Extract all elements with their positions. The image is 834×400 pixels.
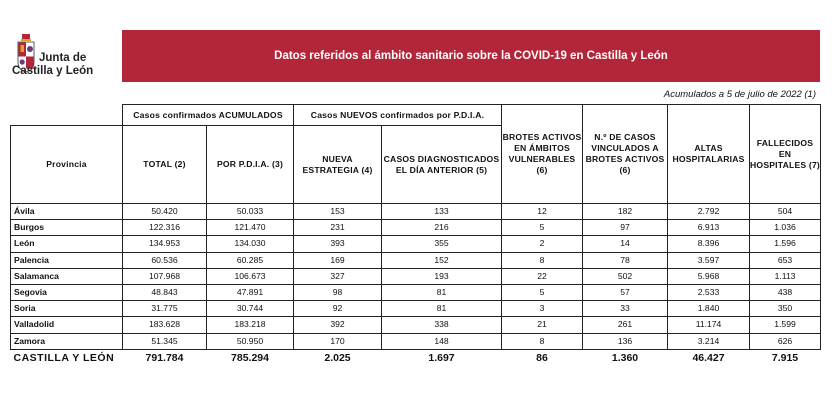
value-cell: 47.891 [207, 284, 294, 300]
value-cell: 2.792 [668, 204, 750, 220]
value-cell: 183.218 [207, 317, 294, 333]
value-cell: 626 [750, 333, 821, 349]
province-cell: Zamora [11, 333, 123, 349]
value-cell: 169 [294, 252, 382, 268]
province-cell: Ávila [11, 204, 123, 220]
province-cell: Burgos [11, 220, 123, 236]
value-cell: 78 [583, 252, 668, 268]
junta-logo [12, 34, 120, 80]
value-cell: 81 [382, 301, 502, 317]
value-cell: 121.470 [207, 220, 294, 236]
value-cell: 5 [502, 220, 583, 236]
title-banner: Datos referidos al ámbito sanitario sobre la COVID-19 en Castilla y León [122, 30, 820, 82]
blank-header-cell [11, 105, 123, 126]
value-cell: 653 [750, 252, 821, 268]
value-cell: 216 [382, 220, 502, 236]
value-cell: 92 [294, 301, 382, 317]
value-cell: 30.744 [207, 301, 294, 317]
header-total: TOTAL (2) [123, 126, 207, 204]
value-cell: 8 [502, 252, 583, 268]
province-cell: León [11, 236, 123, 252]
value-cell: 50.420 [123, 204, 207, 220]
value-cell: 133 [382, 204, 502, 220]
table-row [11, 220, 821, 236]
total-row [11, 349, 821, 367]
total-cell: 7.915 [771, 351, 799, 364]
value-cell: 50.950 [207, 333, 294, 349]
value-cell: 338 [382, 317, 502, 333]
value-cell: 392 [294, 317, 382, 333]
header-fallecidos: FALLECIDOS EN HOSPITALES (7) [750, 105, 821, 204]
value-cell: 8.396 [668, 236, 750, 252]
value-cell: 81 [382, 284, 502, 300]
value-cell: 1.113 [750, 268, 821, 284]
value-cell: 504 [750, 204, 821, 220]
value-cell: 21 [502, 317, 583, 333]
value-cell: 153 [294, 204, 382, 220]
total-cell: 86 [536, 351, 548, 364]
value-cell: 48.843 [123, 284, 207, 300]
value-cell: 183.628 [123, 317, 207, 333]
province-cell: Salamanca [11, 268, 123, 284]
province-cell: Palencia [11, 252, 123, 268]
value-cell: 31.775 [123, 301, 207, 317]
province-cell: Valladolid [11, 317, 123, 333]
value-cell: 1.036 [750, 220, 821, 236]
header-brotes: BROTES ACTIVOS EN ÁMBITOS VULNERABLES (6) [502, 105, 583, 204]
date-note: Acumulados a 5 de julio de 2022 (1) [663, 89, 816, 100]
province-cell: Segovia [11, 284, 123, 300]
header-vinculados: N.º DE CASOS VINCULADOS A BROTES ACTIVOS (6) [583, 105, 668, 204]
logo-line1: Junta de [39, 52, 87, 64]
value-cell: 438 [750, 284, 821, 300]
total-cell: 2.025 [324, 351, 351, 364]
value-cell: 50.033 [207, 204, 294, 220]
value-cell: 2 [502, 236, 583, 252]
value-cell: 6.913 [668, 220, 750, 236]
table-row [11, 284, 821, 300]
province-cell: Soria [11, 301, 123, 317]
value-cell: 1.840 [668, 301, 750, 317]
value-cell: 51.345 [123, 333, 207, 349]
total-cell: 1.697 [428, 351, 455, 364]
header-nueva-estrategia: NUEVA ESTRATEGIA (4) [294, 126, 382, 204]
value-cell: 136 [583, 333, 668, 349]
group-header-nuevos: Casos NUEVOS confirmados por P.D.I.A. [294, 105, 502, 126]
header-diagnosticados: CASOS DIAGNOSTICADOS EL DÍA ANTERIOR (5) [382, 126, 502, 204]
logo-line2: Castilla y León [12, 65, 94, 77]
header-altas: ALTAS HOSPITALARIAS [668, 105, 750, 204]
value-cell: 355 [382, 236, 502, 252]
value-cell: 122.316 [123, 220, 207, 236]
header-provincia: Provincia [11, 126, 123, 204]
table-row [11, 333, 821, 349]
value-cell: 1.599 [750, 317, 821, 333]
total-cell: 785.294 [231, 351, 269, 364]
table-row [11, 301, 821, 317]
value-cell: 14 [583, 236, 668, 252]
value-cell: 350 [750, 301, 821, 317]
value-cell: 60.536 [123, 252, 207, 268]
value-cell: 107.968 [123, 268, 207, 284]
value-cell: 231 [294, 220, 382, 236]
value-cell: 152 [382, 252, 502, 268]
value-cell: 2.533 [668, 284, 750, 300]
value-cell: 502 [583, 268, 668, 284]
value-cell: 60.285 [207, 252, 294, 268]
value-cell: 182 [583, 204, 668, 220]
value-cell: 193 [382, 268, 502, 284]
value-cell: 134.030 [207, 236, 294, 252]
value-cell: 8 [502, 333, 583, 349]
value-cell: 3.214 [668, 333, 750, 349]
total-cell: 46.427 [692, 351, 725, 364]
total-cell: 1.360 [611, 351, 639, 364]
value-cell: 393 [294, 236, 382, 252]
value-cell: 327 [294, 268, 382, 284]
table-row [11, 252, 821, 268]
total-cell: 791.784 [145, 351, 184, 364]
header-pdia: POR P.D.I.A. (3) [207, 126, 294, 204]
total-label: CASTILLA Y LEÓN [13, 351, 115, 364]
value-cell: 148 [382, 333, 502, 349]
value-cell: 106.673 [207, 268, 294, 284]
table-row [11, 204, 821, 220]
value-cell: 170 [294, 333, 382, 349]
covid-data-table [10, 104, 821, 367]
value-cell: 33 [583, 301, 668, 317]
value-cell: 3.597 [668, 252, 750, 268]
table-row [11, 268, 821, 284]
table-row [11, 236, 821, 252]
value-cell: 22 [502, 268, 583, 284]
value-cell: 1.596 [750, 236, 821, 252]
value-cell: 11.174 [668, 317, 750, 333]
value-cell: 97 [583, 220, 668, 236]
value-cell: 134.953 [123, 236, 207, 252]
value-cell: 3 [502, 301, 583, 317]
value-cell: 261 [583, 317, 668, 333]
value-cell: 98 [294, 284, 382, 300]
value-cell: 5 [502, 284, 583, 300]
value-cell: 12 [502, 204, 583, 220]
group-header-acumulados: Casos confirmados ACUMULADOS [123, 105, 294, 126]
value-cell: 5.968 [668, 268, 750, 284]
table-row [11, 317, 821, 333]
value-cell: 57 [583, 284, 668, 300]
